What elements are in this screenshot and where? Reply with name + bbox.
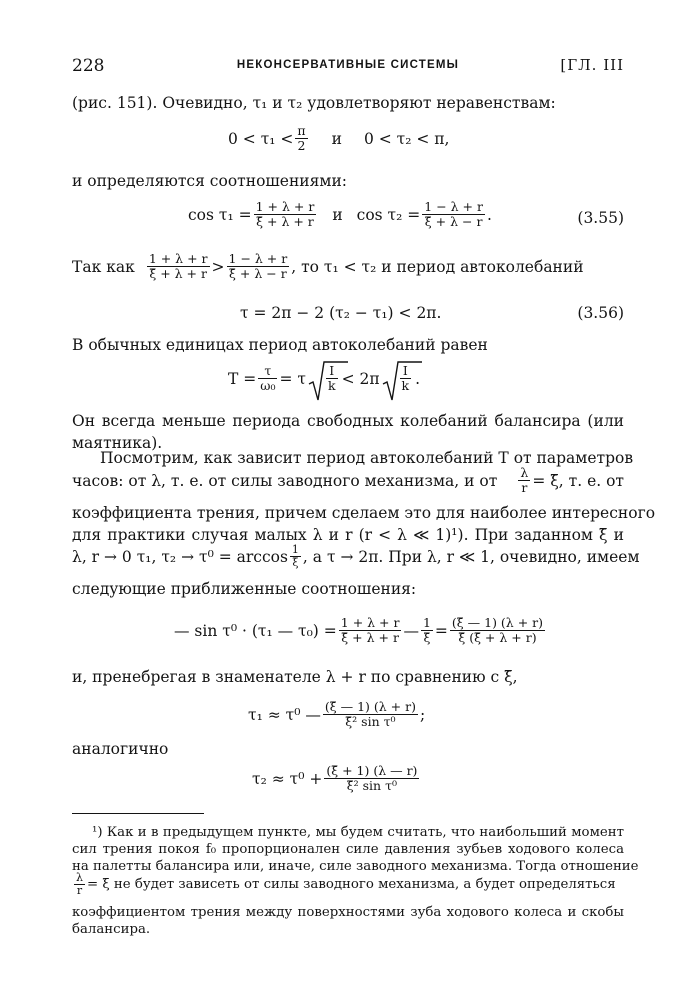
radical-sign-icon — [308, 360, 348, 404]
denominator: ξ̄ (ξ̄ + λ + r) — [458, 630, 537, 645]
eq-part: ; — [419, 705, 426, 724]
paragraph-line: для практики случая малых λ и r (r < λ ≪ 1)¹). При заданном ξ̄ и — [72, 526, 624, 544]
fraction — [258, 364, 277, 393]
eq-part: 0 < τ₁ < — [228, 129, 294, 148]
denominator: ξ̄² sin τ⁰ — [345, 714, 396, 729]
conjunction: и — [332, 205, 343, 224]
fraction — [450, 616, 545, 645]
text-with-fraction — [72, 544, 640, 569]
numerator: (ξ̄ — 1) (λ + r) — [324, 699, 416, 714]
eq-part: = — [434, 621, 448, 640]
footnote-line: на палетты балансира или, иначе, силе заводного механизма. Тогда отношение — [72, 859, 639, 874]
numerator: 1 — [291, 543, 299, 556]
denominator: 2 — [297, 138, 306, 153]
radical-sign-icon — [382, 360, 422, 404]
fraction — [518, 466, 530, 495]
eq-part: , а τ → 2π. При λ, r ≪ 1, очевидно, имеем — [302, 547, 640, 566]
footnote-line: сил трения покоя f₀ пропорционален силе давления зубьев ходового колеса — [72, 842, 624, 857]
sine-equation — [174, 616, 547, 645]
numerator: (ξ̄ + 1) (λ — r) — [326, 763, 418, 778]
numerator: 1 + λ + r — [340, 615, 400, 630]
tau1-approximation — [248, 700, 425, 729]
paragraph-line: В обычных единицах период автоколебаний равен — [72, 336, 488, 354]
numerator: λ — [520, 465, 529, 480]
fraction — [421, 616, 433, 645]
eq-part: cos τ₁ = — [188, 205, 252, 224]
numerator: τ — [258, 364, 277, 379]
numerator: (ξ̄ — 1) (λ + r) — [451, 615, 544, 630]
fraction — [339, 616, 402, 645]
eq-part: < 2π — [341, 369, 380, 388]
eq-part: — — [403, 621, 419, 640]
numerator: 1 − λ + r — [424, 199, 483, 214]
denominator: k — [401, 378, 410, 393]
eq-part: , то τ₁ < τ₂ и период автоколебаний — [291, 257, 584, 276]
footnote-line: ¹) Как и в предыдущем пункте, мы будем считать, что наибольший момент — [92, 825, 624, 840]
chapter-label: [ГЛ. III — [560, 56, 624, 74]
fraction — [323, 700, 418, 729]
footnote-line: балансира. — [72, 922, 151, 937]
eq-part: . — [486, 205, 492, 224]
eq-part: Так как — [72, 257, 135, 276]
fraction — [290, 544, 301, 569]
denominator: r — [521, 480, 528, 495]
numerator: I — [400, 364, 412, 379]
denominator: ξ̄ + λ + r — [341, 630, 399, 645]
eq-part: 0 < τ₂ < π, — [363, 129, 450, 148]
numerator: 1 + λ + r — [148, 251, 208, 266]
equation-number: (3.55) — [577, 209, 624, 227]
paragraph-line: Посмотрим, как зависит период автоколебаний T от параметров — [100, 449, 634, 467]
eq-part: T = — [228, 369, 257, 388]
tau2-approximation — [252, 764, 421, 793]
conjunction: и — [331, 129, 342, 148]
running-title: НЕКОНСЕРВАТИВНЫЕ СИСТЕМЫ — [236, 59, 460, 71]
text-with-fractions — [72, 252, 584, 281]
paragraph-line: следующие приближенные соотношения: — [72, 580, 417, 598]
fraction — [74, 872, 85, 897]
fraction — [254, 200, 317, 229]
inequality-equation — [228, 124, 449, 153]
eq-part: = τ — [279, 369, 306, 388]
eq-part: = ξ̄ не будет зависеть от силы заводного механизма, а будет определяться — [86, 877, 616, 892]
denominator: ξ̄ — [423, 630, 431, 645]
paragraph-line: (рис. 151). Очевидно, τ₁ и τ₂ удовлетворяют неравенствам: — [72, 94, 556, 112]
eq-part: = ξ̄, т. е. от — [532, 471, 624, 490]
numerator: 1 — [422, 615, 431, 630]
numerator: 1 + λ + r — [255, 199, 315, 214]
fraction — [147, 252, 210, 281]
denominator: ξ̄ — [292, 556, 299, 569]
square-root — [382, 364, 414, 393]
paragraph-line: маятника). — [72, 434, 163, 452]
eq-part: cos τ₂ = — [356, 205, 421, 224]
fraction — [295, 124, 307, 153]
denominator: ω₀ — [260, 378, 276, 393]
denominator: ξ̄ + λ + r — [149, 266, 207, 281]
eq-part: τ₁ ≈ τ⁰ — — [248, 705, 321, 724]
footnote-rule — [72, 813, 204, 814]
text-with-fraction — [72, 466, 624, 495]
denominator: ξ̄ + λ + r — [256, 214, 314, 229]
page-header — [72, 56, 624, 80]
equation-3-55 — [188, 200, 492, 229]
denominator: ξ̄ + λ − r — [424, 214, 483, 229]
footnote-line: коэффициентом трения между поверхностями зуба ходового колеса и скобы — [72, 905, 624, 920]
fraction — [422, 200, 485, 229]
denominator: ξ̄² sin τ⁰ — [346, 778, 397, 793]
fraction — [227, 252, 290, 281]
numerator: π — [297, 123, 306, 138]
numerator: I — [326, 364, 338, 379]
page-number: 228 — [72, 56, 105, 76]
square-root — [308, 364, 340, 393]
numerator: λ — [76, 871, 83, 884]
denominator: k — [327, 378, 336, 393]
equation-3-56: τ = 2π − 2 (τ₂ − τ₁) < 2π. — [240, 304, 442, 322]
denominator: r — [76, 884, 83, 897]
numerator: 1 − λ + r — [228, 251, 288, 266]
footnote-line-with-fraction — [72, 872, 624, 897]
denominator: ξ̄ + λ − r — [229, 266, 287, 281]
paragraph-line: Он всегда меньше периода свободных колебаний балансира (или — [72, 412, 624, 430]
fraction — [324, 764, 419, 793]
eq-part: — sin τ⁰ · (τ₁ — τ₀) = — [174, 621, 337, 640]
eq-part: . — [415, 369, 421, 388]
paragraph-line: и определяются соотношениями: — [72, 172, 348, 190]
eq-group — [516, 466, 624, 495]
eq-part: λ, r → 0 τ₁, τ₂ → τ⁰ = arccos — [72, 547, 288, 566]
period-equation — [228, 364, 420, 393]
eq-part: > — [211, 257, 225, 276]
paragraph-line: и, пренебрегая в знаменателе λ + r по сравнению с ξ̄, — [72, 668, 518, 686]
paragraph-line: аналогично — [72, 740, 169, 758]
eq-part: τ₂ ≈ τ⁰ + — [252, 769, 323, 788]
paragraph-line: коэффициента трения, причем сделаем это для наиболее интересного — [72, 504, 656, 522]
eq-part: часов: от λ, т. е. от силы заводного механизма, и от — [72, 471, 498, 490]
equation-number: (3.56) — [577, 304, 624, 322]
